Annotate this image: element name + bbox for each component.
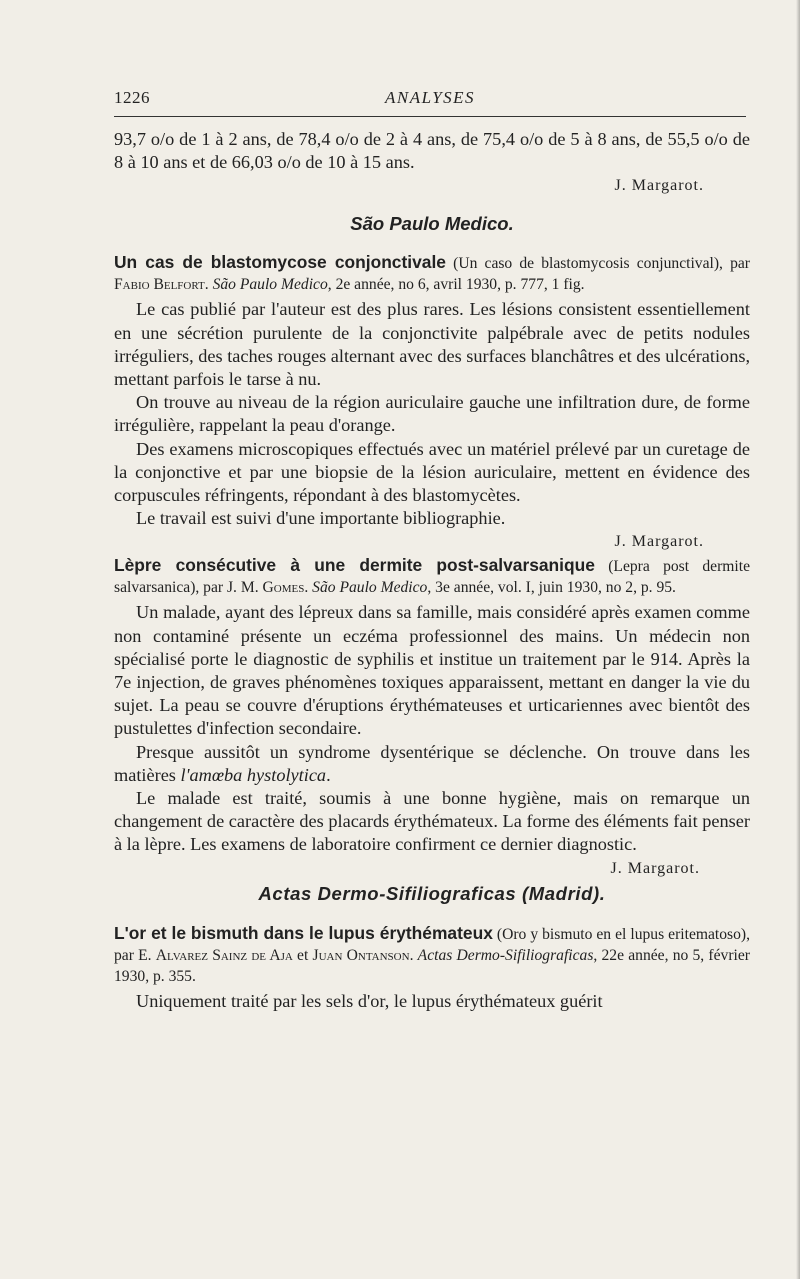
citation: , 3e année, vol. I, juin 1930, no 2, p. 95. (427, 579, 676, 597)
article-paragraph (114, 787, 750, 877)
separator: . (304, 579, 313, 597)
article-paragraph: Des examens microscopiques effectués avec un matériel prélevé par un curetage de la conjonctive et par une biopsie de la lésion auriculaire, mettent en évidence des corpuscules réfringents, répondant à des blastomycètes. (114, 438, 750, 506)
author-name: Juan Ontanson (312, 946, 410, 964)
signature: J. Margarot. (614, 533, 704, 551)
article-entry (114, 252, 750, 295)
article-paragraph (114, 741, 750, 787)
running-head: ANALYSES (384, 88, 476, 107)
article-title: Un cas de blastomycose conjonctivale (114, 252, 446, 273)
author-name: Gomes (262, 579, 305, 597)
page-header (114, 88, 746, 114)
article-paragraph: Un malade, ayant des lépreux dans sa famille, mais considéré après examen comme non contaminé présente un eczéma professionnel des mains. Un médecin non spécialisé porte le diagnostic de syphilis et institue un traitement par le 914. Après la 7e injection, de graves phénomènes toxiques apparaissent, mettant en danger la vie du sujet. La peau se couvre d'éruptions érythémateuses et urticariennes avec bientôt des pustulettes d'infection secondaire. (114, 602, 750, 739)
page-number: 1226 (114, 88, 150, 107)
signature: J. Margarot. (610, 859, 700, 877)
signature: J. Margarot. (614, 177, 704, 195)
page-content (114, 128, 750, 1013)
article-paragraph: On trouve au niveau de la région auriculaire gauche une infiltration dure, de forme irrégulière, rappelant la peau d'orange. (114, 392, 750, 436)
journal-heading: São Paulo Medico. (350, 213, 514, 235)
article-paragraph: Le travail est suivi d'une importante bibliographie. (136, 508, 506, 529)
journal-reference: São Paulo Medico (212, 276, 328, 294)
separator: . (204, 276, 213, 294)
original-title: (Un caso de blastomycosis conjunctival), par (445, 255, 750, 273)
citation: , 2e année, no 6, avril 1930, p. 777, 1 fig. (327, 276, 585, 294)
original-title: (Oro y bismuto en el lupus eritematoso), par E. (114, 925, 751, 964)
author-name: Alvarez Sainz de Aja (155, 946, 293, 964)
article-entry (114, 555, 750, 598)
article-paragraph: Le cas publié par l'auteur est des plus rares. Les lésions consistent essentiellement en une sécrétion purulente de la conjonctivite palpébrale avec de petits nodules irréguliers, des taches rouges alternant avec des surfaces blanchâtres et des ulcérations, mettant parfois le tarse à nu. (114, 299, 751, 390)
article-title: Lèpre consécutive à une dermite post-salvarsanique (114, 555, 595, 576)
article-entry (114, 923, 750, 987)
journal-reference: Actas Dermo-Sifiliograficas (417, 946, 594, 964)
original-title: (Lepra post dermite salvarsanica), par J. M. (114, 558, 750, 597)
separator: . (409, 946, 418, 964)
article-title: L'or et le bismuth dans le lupus érythémateux (114, 922, 493, 943)
italic-term: l'amœba hystolytica (180, 764, 327, 785)
header-rule (114, 116, 746, 117)
text-run: Le malade est traité, soumis à une bonne hygiène, mais on remarque un changement de caractère des placards érythémateux. La forme des éléments fait penser à la lèpre. Les examens de laboratoire confirment ce dernier diagnostic. (114, 788, 750, 855)
journal-heading: Actas Dermo-Sifiliograficas (Madrid). (258, 882, 606, 904)
article-paragraph: Uniquement traité par les sels d'or, le lupus érythémateux guérit (136, 990, 603, 1011)
text-run: . (326, 764, 331, 785)
scan-edge (796, 0, 800, 1279)
intro-paragraph: 93,7 o/o de 1 à 2 ans, de 78,4 o/o de 2 à 4 ans, de 75,4 o/o de 5 à 8 ans, de 55,5 o/o de 8 à 10 ans et de 66,03 o/o de 10 à 15 ans. (114, 129, 750, 173)
text-run: Presque aussitôt un syndrome dysentérique se déclenche. On trouve dans les matières (114, 741, 750, 785)
author-name: Fabio Belfort (114, 276, 205, 294)
separator: et (292, 946, 313, 964)
journal-reference: São Paulo Medico (312, 579, 428, 597)
citation: , 22e année, no 5, février 1930, p. 355. (114, 946, 750, 985)
